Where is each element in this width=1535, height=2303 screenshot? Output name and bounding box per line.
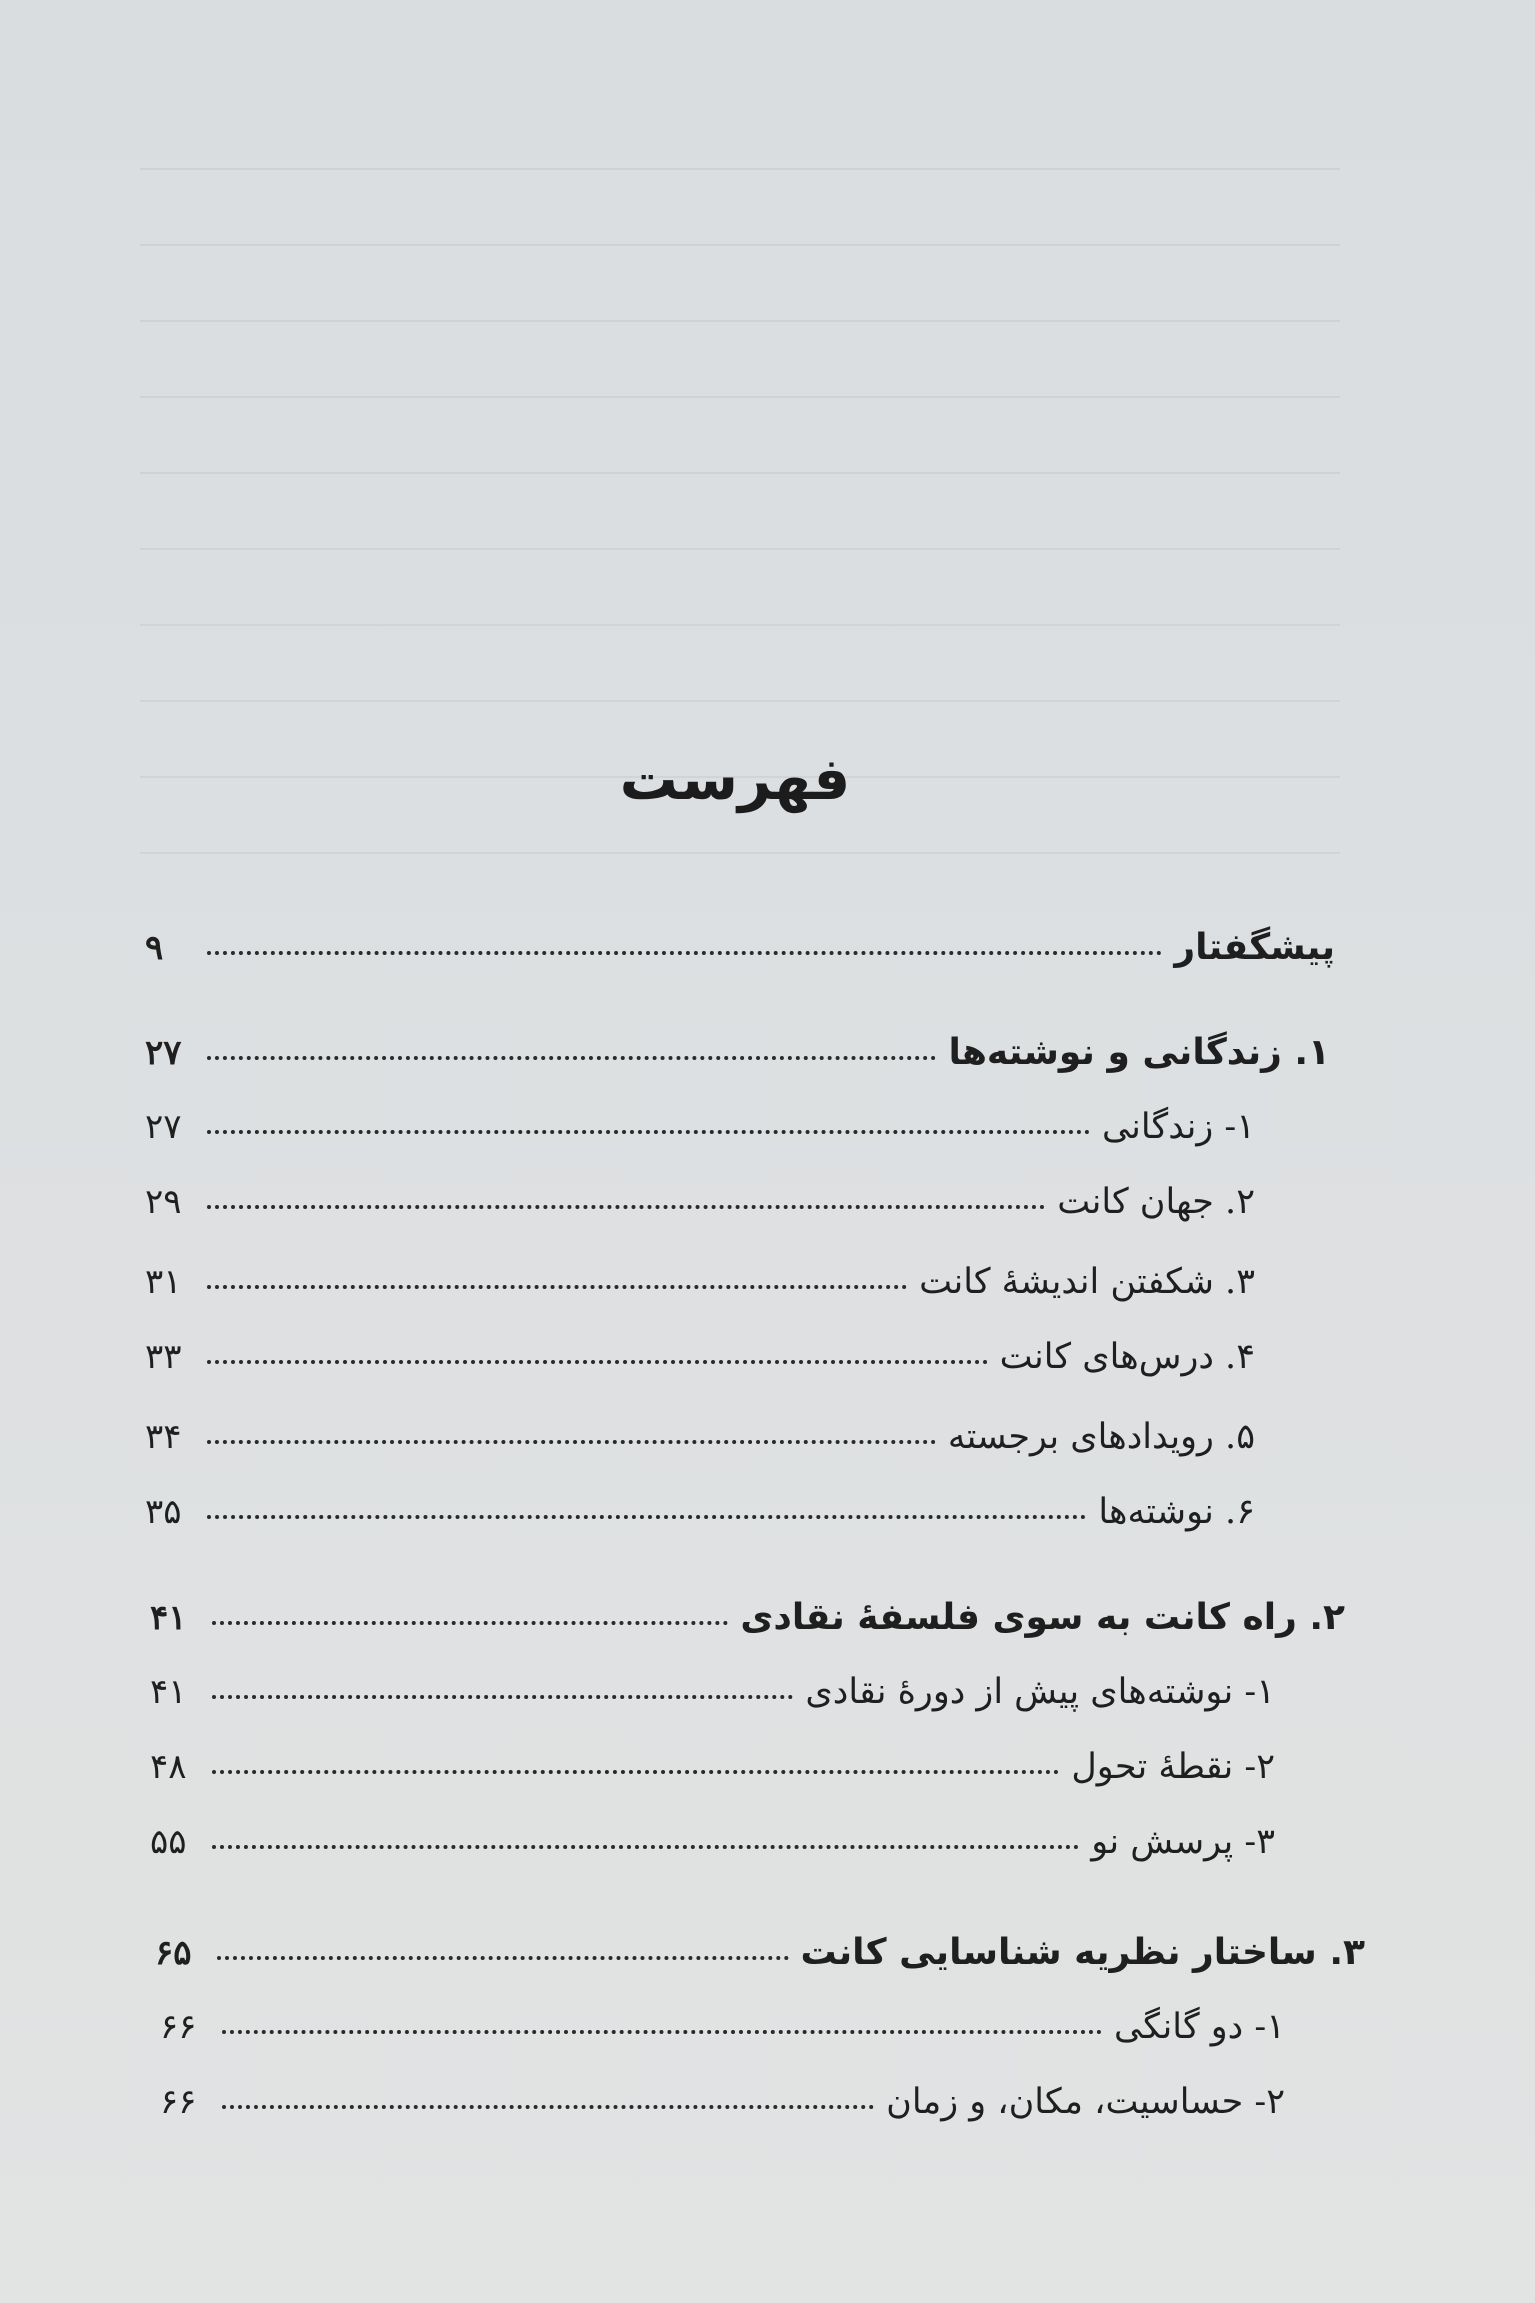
toc-entry-page-number: ۴۱ bbox=[150, 1672, 187, 1712]
dot-leader bbox=[212, 1621, 728, 1625]
toc-entry-page-number: ۳۴ bbox=[145, 1417, 182, 1457]
dot-leader bbox=[207, 1285, 907, 1289]
dot-leader bbox=[212, 1845, 1079, 1849]
toc-entry bbox=[145, 927, 1335, 968]
dot-leader bbox=[207, 1205, 1045, 1209]
dot-leader bbox=[222, 2030, 1102, 2034]
toc-entry-title: ۱- زندگانی bbox=[1101, 1107, 1255, 1147]
toc-entry-title: ۲. جهان کانت bbox=[1057, 1182, 1255, 1222]
toc-entry bbox=[145, 1262, 1255, 1302]
toc-entry-page-number: ۲۹ bbox=[145, 1182, 182, 1222]
toc-entry-page-number: ۴۱ bbox=[150, 1598, 187, 1638]
toc-entry-page-number: ۶۶ bbox=[160, 2082, 197, 2122]
toc-entry bbox=[150, 1597, 1345, 1638]
toc-entry-page-number: ۹ bbox=[145, 928, 164, 968]
toc-entry-title: ۲- حساسیت، مکان، و زمان bbox=[886, 2082, 1285, 2122]
toc-entry bbox=[145, 1032, 1330, 1073]
toc-entry-page-number: ۶۶ bbox=[160, 2007, 197, 2047]
toc-entry-page-number: ۳۱ bbox=[145, 1262, 182, 1302]
toc-entry-page-number: ۲۷ bbox=[145, 1033, 182, 1073]
dot-leader bbox=[212, 1770, 1059, 1774]
toc-entry-title: ۱- دو گانگی bbox=[1114, 2007, 1285, 2047]
dot-leader bbox=[207, 1360, 988, 1364]
toc-entry bbox=[145, 1337, 1255, 1377]
toc-entry bbox=[160, 2007, 1285, 2047]
toc-entry-page-number: ۴۸ bbox=[150, 1747, 187, 1787]
toc-entry-page-number: ۳۳ bbox=[145, 1337, 182, 1377]
dot-leader bbox=[222, 2105, 874, 2109]
toc-entry-page-number: ۵۵ bbox=[150, 1822, 187, 1862]
toc-entry-title: ۵. رویدادهای برجسته bbox=[947, 1417, 1255, 1457]
toc-entry bbox=[145, 1417, 1255, 1457]
dot-leader bbox=[212, 1695, 793, 1699]
toc-entry-title: ۶. نوشته‌ها bbox=[1098, 1492, 1255, 1532]
toc-entry-title: ۴. درس‌های کانت bbox=[999, 1337, 1255, 1377]
toc-entry-page-number: ۲۷ bbox=[145, 1107, 182, 1147]
toc-entry-title: پیشگفتار bbox=[1174, 927, 1335, 968]
toc-entry bbox=[145, 1182, 1255, 1222]
toc-entry bbox=[150, 1747, 1275, 1787]
toc-entry-page-number: ۶۵ bbox=[155, 1933, 192, 1973]
toc-entry bbox=[145, 1492, 1255, 1532]
toc-entry-title: ۲. راه کانت به سوی فلسفهٔ نقادی bbox=[740, 1597, 1345, 1638]
toc-entry bbox=[150, 1822, 1275, 1862]
toc-entry-page-number: ۳۵ bbox=[145, 1492, 182, 1532]
toc-entry-title: ۱. زندگانی و نوشته‌ها bbox=[948, 1032, 1330, 1073]
toc-entry bbox=[155, 1932, 1365, 1973]
page-title: فهرست bbox=[619, 745, 851, 813]
toc-entry-title: ۳- پرسش نو bbox=[1091, 1822, 1275, 1862]
toc-entry-title: ۳. شکفتن اندیشهٔ کانت bbox=[919, 1262, 1255, 1302]
toc-entry bbox=[150, 1672, 1275, 1712]
dot-leader bbox=[207, 1056, 936, 1060]
toc-entry bbox=[160, 2082, 1285, 2122]
toc-entry-title: ۲- نقطهٔ تحول bbox=[1071, 1747, 1275, 1787]
dot-leader bbox=[207, 1515, 1086, 1519]
dot-leader bbox=[207, 1440, 936, 1444]
dot-leader bbox=[207, 1130, 1090, 1134]
dot-leader bbox=[217, 1956, 789, 1960]
toc-entry-title: ۳. ساختار نظریه شناسایی کانت bbox=[800, 1932, 1365, 1973]
toc-entry-title: ۱- نوشته‌های پیش از دورهٔ نقادی bbox=[805, 1672, 1275, 1712]
toc-entry bbox=[145, 1107, 1255, 1147]
dot-leader bbox=[207, 951, 1162, 955]
